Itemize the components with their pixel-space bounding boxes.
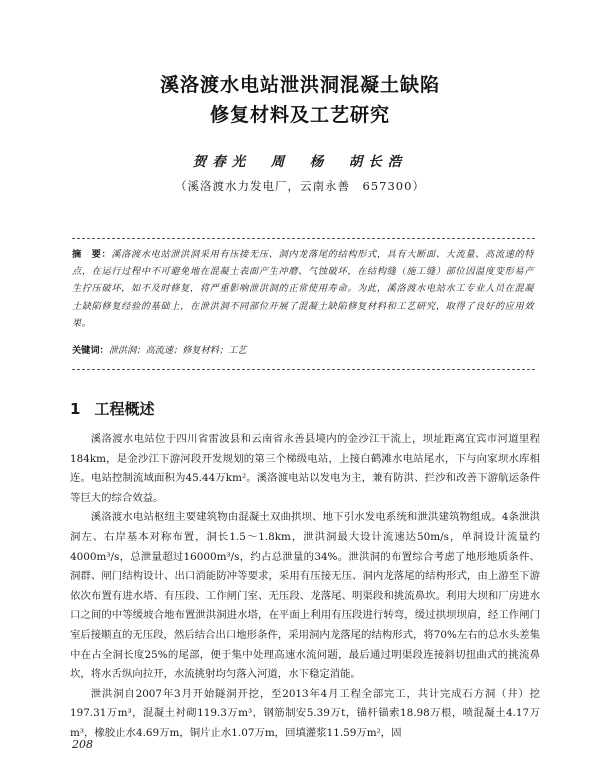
author-list: 贺春光 周 杨 胡长浩 [192,154,408,170]
paragraph: 泄洪洞自2007年3月开始隧洞开挖，至2013年4月工程全部完工，共计完成石方洞（井）挖197.31万m³，混凝土衬砌119.3万m³，钢筋制安5.39万t，锚杆锚索18.98万根，喷混凝土4.17万m³，橡胶止水4.69万m，铜片止水1.07万m，回填灌浆11.59万m²，固 [70,687,540,739]
section-heading [70,398,154,419]
paragraph: 溪洛渡水电站枢纽主要建筑物由混凝土双曲拱坝、地下引水发电系统和泄洪建筑物组成。4条泄洪洞左、右岸基本对称布置，洞长1.5～1.8km，泄洪洞最大设计流速达50m/s，单洞设计流量约4000m³/s，总泄量超过16000m³/s，约占总泄量的34%。泄洪洞的布置综合考虑了地形地质条件、洞群、闸门结构设计、出口消能防冲等要求，采用有压接无压、洞内龙落尾的结构形式，由上游至下游依次布置有进水塔、有压段、工作闸门室、无压段、龙落尾、明渠段和挑流鼻坎。利用大坝和厂房进水口之间的中等缓坡合地布置泄洪洞进水塔，在平面上利用有压段进行转弯，缓过拱坝坝肩，经工作闸门室后接顺直的无压段，然后结合出口地形条件，采用洞内龙落尾的结构形式，将70%左右的总水头差集中在占全洞长度25%的尾部，便于集中处理高速水流问题，最后通过明渠段连接斜切扭曲式的挑流鼻坎，将水舌纵向拉开，水流挑射均匀落入河道，水下稳定消能。 [70,511,540,681]
section-number: 1 [70,400,81,418]
title-line-1: 溪洛渡水电站泄洪洞混凝土缺陷 [159,74,440,96]
section-title: 工程概述 [94,400,155,418]
paragraph: 溪洛渡水电站位于四川省雷波县和云南省永善县境内的金沙江干流上，坝址距离宜宾市河道里程184km，是金沙江下游河段开发规划的第三个梯级电站，上接白鹤滩水电站尾水，下与向家坝水库相连。电站控制流域面积为45.44万km²。溪洛渡电站以发电为主，兼有防洪、拦沙和改善下游航运条件等巨大的综合效益。 [70,433,540,504]
abstract-top-rule [72,238,535,239]
keywords-label: 关键词： [72,345,109,356]
abstract-label: 摘 要： [72,249,112,260]
page-number: 208 [72,738,93,751]
affiliation: （溪洛渡水力发电厂，云南永善 657300） [175,179,425,193]
keywords [72,343,534,359]
abstract-bottom-rule [72,369,535,370]
body-text [70,430,540,744]
abstract-text: 溪洛渡水电站泄洪洞采用有压接无压、洞内龙落尾的结构形式，具有大断面、大流量、高流速的特点，在运行过程中不可避免地在混凝土表面产生冲磨、气蚀破坏，在结构缝（施工缝）部位因温度变形易产生拧压破坏，如不及时修复，将严重影响泄洪洞的正常使用寿命。为此，溪洛渡水电站水工专业人员在混凝土缺陷修复经验的基础上，在泄洪洞不同部位开展了混凝土缺陷修复材料和工艺研究，取得了良好的应用效果。 [72,249,534,329]
keywords-text: 泄洪洞；高流速；修复材料；工艺 [108,345,247,356]
abstract [72,246,534,332]
title-line-2: 修复材料及工艺研究 [209,104,390,126]
